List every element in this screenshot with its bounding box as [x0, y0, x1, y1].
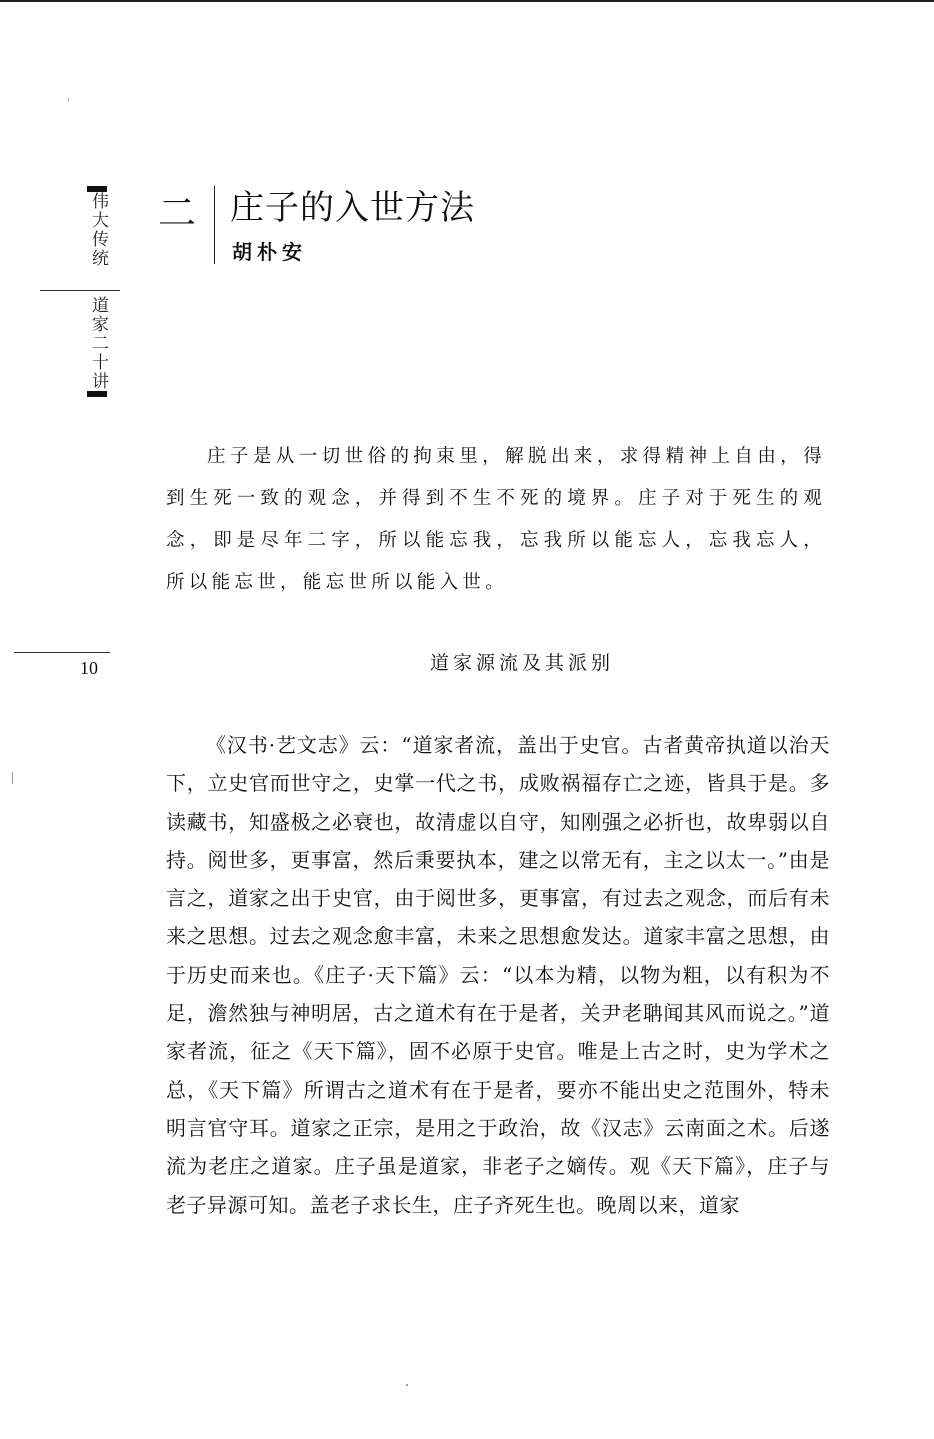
series-title: 伟大传统 — [88, 192, 108, 268]
section-title: 道家源流及其派别 — [429, 652, 614, 674]
running-header-divider — [40, 290, 120, 291]
scan-speck — [12, 772, 13, 784]
top-border-rule — [0, 0, 934, 2]
chapter-abstract: 庄子是从一切世俗的拘束里，解脱出来，求得精神上自由，得到生死一致的观念，并得到不生不死的境界。庄子对于死生的观念，即是尽年二字，所以能忘我，忘我所以能忘人，忘我忘人，所以能忘世，能忘世所以能入世。 — [166, 446, 826, 593]
body-paragraph: 《汉书·艺文志》云：“道家者流，盖出于史官。古者黄帝执道以治天下，立史官而世守之，史掌一代之书，成败祸福存亡之迹，皆具于是。多读藏书，知盛极之必衰也，故清虚以自守，知刚强之必折也，故卑弱以自持。阅世多，更事富，然后秉要执本，建之以常无有，主之以太一。”由是言之，道家之出于史官，由于阅世多，更事富，有过去之观念，而后有未来之思想。过去之观念愈丰富，未来之思想愈发达。道家丰富之思想，由于历史而来也。《庄子·天下篇》云：“以本为精，以物为粗，以有积为不足，澹然独与神明居，古之道术有在于是者，关尹老聃闻其风而说之。”道家者流，征之《天下篇》，固不必原于史官。唯是上古之时，史为学术之总，《天下篇》所谓古之道术有在于是者，要亦不能出史之范围外，特未明言官守耳。道家之正宗，是用之于政治，故《汉志》云南面之术。后遂流为老庄之道家。庄子虽是道家，非老子之嫡传。观《天下篇》，庄子与老子异源可知。盖老子求长生，庄子齐死生也。晚周以来，道家 — [166, 733, 830, 1217]
chapter-title: 庄子的入世方法 — [230, 188, 475, 228]
running-header-series — [86, 186, 108, 268]
header-bar-bottom — [87, 391, 107, 397]
page-number: 10 — [80, 658, 98, 678]
chapter-author: 胡朴安 — [232, 240, 307, 264]
scan-speck — [68, 98, 69, 101]
chapter-number: 二 — [158, 191, 197, 235]
running-header-book — [86, 296, 108, 397]
book-title: 道家二十讲 — [88, 296, 108, 391]
chapter-divider — [214, 186, 215, 264]
scan-speck — [406, 1384, 408, 1386]
